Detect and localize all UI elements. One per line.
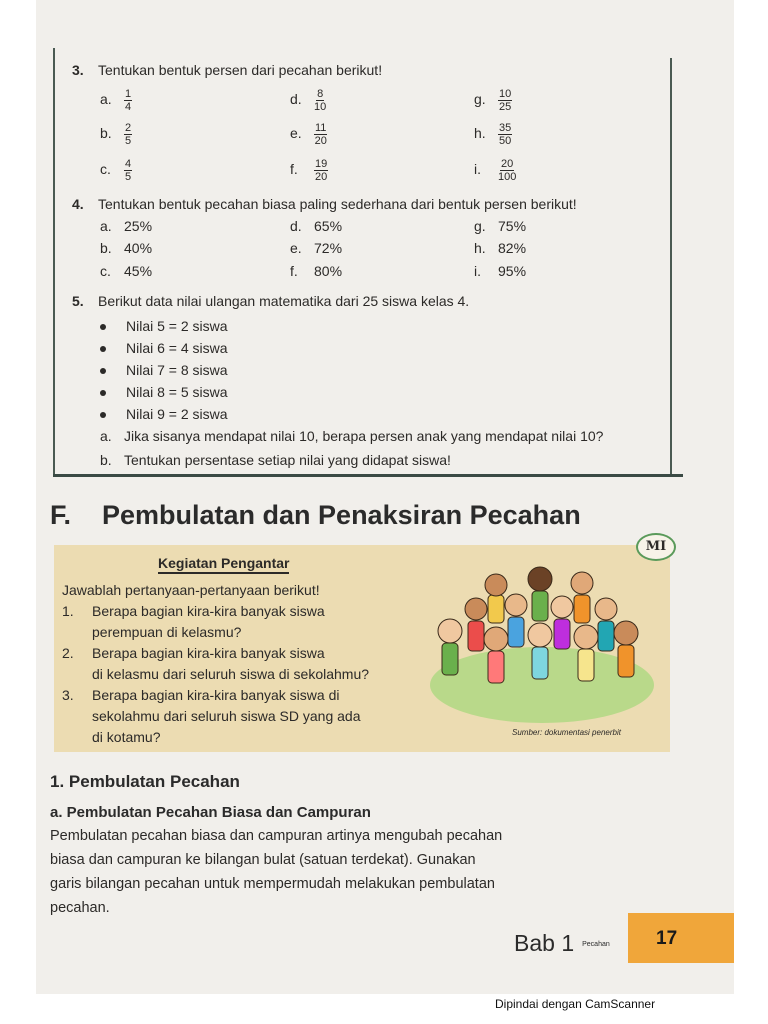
percent-item	[100, 218, 152, 234]
kegiatan-text: perempuan di kelasmu?	[92, 624, 242, 640]
bullet-text: Nilai 6 = 4 siswa	[126, 340, 228, 356]
kegiatan-line	[62, 603, 325, 619]
percent-item	[100, 263, 152, 279]
bullet-dot-icon	[100, 412, 106, 418]
fraction	[498, 158, 516, 183]
question-5-title	[72, 293, 469, 309]
kegiatan-num: 1.	[62, 603, 74, 619]
kegiatan-line	[62, 687, 339, 703]
sub-question-a	[100, 428, 603, 444]
sub-text: Jika sisanya mendapat nilai 10, berapa persen anak yang mendapat nilai 10?	[124, 428, 604, 444]
denominator: 20	[315, 171, 328, 183]
numerator: 10	[499, 88, 512, 100]
kegiatan-num: 3.	[62, 687, 74, 703]
percent-value: 45%	[124, 263, 153, 279]
bullet-dot-icon	[100, 390, 106, 396]
paragraph-line: garis bilangan pecahan untuk mempermudah melakukan pembulatan	[50, 876, 495, 892]
fraction-item	[290, 88, 326, 113]
bullet-dot-icon	[100, 368, 106, 374]
numerator: 19	[315, 158, 328, 170]
item-label: a.	[100, 91, 112, 108]
paragraph-line: Pembulatan pecahan biasa dan campuran artinya mengubah pecahan	[50, 828, 503, 844]
item-label: i.	[474, 161, 481, 178]
item-label: e.	[290, 125, 302, 142]
kegiatan-num: 2.	[62, 645, 74, 661]
numerator: 1	[125, 88, 132, 100]
item-label: g.	[474, 91, 486, 108]
sub-text: Tentukan persentase setiap nilai yang didapat siswa!	[124, 452, 451, 468]
percent-item	[474, 263, 526, 279]
numerator: 35	[499, 122, 512, 134]
kegiatan-text: di kelasmu dari seluruh siswa di sekolahmu?	[92, 666, 370, 682]
bullet-text: Nilai 5 = 2 siswa	[126, 318, 228, 334]
question-text: Berikut data nilai ulangan matematika dari 25 siswa kelas 4.	[98, 293, 470, 309]
denominator: 5	[125, 135, 132, 147]
item-label: f.	[290, 161, 298, 178]
bullet-dot-icon	[100, 346, 106, 352]
percent-value: 72%	[314, 240, 343, 256]
fraction	[314, 88, 326, 113]
bullet-item	[100, 384, 228, 400]
question-text: Tentukan bentuk persen dari pecahan berikut!	[98, 62, 383, 78]
fraction	[498, 88, 512, 113]
question-3-title	[72, 62, 382, 78]
frame-bottom-border	[53, 474, 683, 477]
sub-question-b	[100, 452, 451, 468]
fraction	[314, 158, 328, 183]
kegiatan-line	[62, 708, 360, 724]
item-label: c.	[100, 263, 111, 279]
page-number: 17	[656, 928, 678, 949]
item-label: h.	[474, 240, 486, 256]
item-label: d.	[290, 91, 302, 108]
kegiatan-line	[62, 729, 160, 745]
percent-value: 65%	[314, 218, 343, 234]
fraction-item	[290, 122, 327, 147]
bullet-item	[100, 362, 228, 378]
fraction-item	[474, 158, 516, 183]
denominator: 10	[314, 101, 327, 113]
fraction	[124, 88, 132, 113]
question-number: 3.	[72, 62, 84, 78]
percent-item	[100, 240, 152, 256]
bullet-text: Nilai 9 = 2 siswa	[126, 406, 228, 422]
item-label: g.	[474, 218, 486, 234]
denominator: 20	[314, 135, 327, 147]
item-label: e.	[290, 240, 302, 256]
denominator: 100	[498, 171, 517, 183]
kegiatan-line	[62, 645, 325, 661]
section-title	[50, 500, 581, 531]
section-letter: F.	[50, 500, 72, 530]
numerator: 4	[125, 158, 132, 170]
fraction-item	[100, 158, 132, 183]
percent-value: 80%	[314, 263, 343, 279]
percent-value: 82%	[498, 240, 527, 256]
percent-item	[290, 218, 342, 234]
fraction	[124, 158, 132, 183]
item-label: c.	[100, 161, 111, 178]
percent-value: 40%	[124, 240, 153, 256]
sub-label: b.	[100, 452, 112, 468]
item-label: d.	[290, 218, 302, 234]
fraction-item	[100, 88, 132, 113]
percent-value: 25%	[124, 218, 153, 234]
paragraph-line: pecahan.	[50, 900, 110, 916]
item-label: b.	[100, 125, 112, 142]
kegiatan-text: di kotamu?	[92, 729, 161, 745]
bullet-dot-icon	[100, 324, 106, 330]
bullet-item	[100, 406, 228, 422]
frame-right-border	[670, 58, 672, 476]
denominator: 25	[499, 101, 512, 113]
fraction-item	[100, 122, 132, 147]
kegiatan-text: Berapa bagian kira-kira banyak siswa	[92, 645, 325, 661]
kegiatan-text: sekolahmu dari seluruh siswa SD yang ada	[92, 708, 361, 724]
fraction-item	[290, 158, 328, 183]
numerator: 2	[125, 122, 132, 134]
page-number-box	[628, 913, 734, 963]
footer-chapter	[514, 930, 610, 957]
kegiatan-intro: Jawablah pertanyaan-pertanyaan berikut!	[62, 582, 320, 598]
item-label: b.	[100, 240, 112, 256]
item-label: a.	[100, 218, 112, 234]
bullet-item	[100, 318, 228, 334]
paragraph-line: biasa dan campuran ke bilangan bulat (satuan terdekat). Gunakan	[50, 852, 476, 868]
subheading-1a: a. Pembulatan Pecahan Biasa dan Campuran	[50, 804, 371, 821]
item-label: h.	[474, 125, 486, 142]
fraction	[124, 122, 132, 147]
percent-item	[474, 218, 526, 234]
percent-value: 75%	[498, 218, 527, 234]
question-number: 4.	[72, 196, 84, 212]
kegiatan-text: Berapa bagian kira-kira banyak siswa	[92, 603, 325, 619]
fraction	[498, 122, 512, 147]
percent-item	[290, 263, 342, 279]
bullet-text: Nilai 7 = 8 siswa	[126, 362, 228, 378]
question-text: Tentukan bentuk pecahan biasa paling sederhana dari bentuk persen berikut!	[98, 196, 577, 212]
frame-left-border	[53, 48, 55, 476]
denominator: 4	[125, 101, 132, 113]
percent-item	[290, 240, 342, 256]
percent-value: 95%	[498, 263, 527, 279]
section-heading: Pembulatan dan Penaksiran Pecahan	[102, 500, 581, 530]
item-label: i.	[474, 263, 481, 279]
bullet-item	[100, 340, 228, 356]
mi-badge: MI	[636, 533, 676, 561]
fraction-item	[474, 122, 512, 147]
percent-item	[474, 240, 526, 256]
kegiatan-title: Kegiatan Pengantar	[158, 555, 289, 574]
chapter-number: Bab 1	[514, 930, 575, 956]
bullet-text: Nilai 8 = 5 siswa	[126, 384, 228, 400]
numerator: 8	[317, 88, 324, 100]
denominator: 5	[125, 171, 132, 183]
kegiatan-line	[62, 666, 369, 682]
question-4-title	[72, 196, 577, 212]
kegiatan-line	[62, 624, 241, 640]
fraction	[314, 122, 327, 147]
item-label: f.	[290, 263, 298, 279]
denominator: 50	[499, 135, 512, 147]
fraction-item	[474, 88, 512, 113]
sub-label: a.	[100, 428, 112, 444]
chapter-name: Pecahan	[582, 941, 610, 949]
question-number: 5.	[72, 293, 84, 309]
kegiatan-text: Berapa bagian kira-kira banyak siswa di	[92, 687, 340, 703]
numerator: 20	[501, 158, 514, 170]
scanner-watermark: Dipindai dengan CamScanner	[495, 997, 656, 1011]
image-credit: Sumber: dokumentasi penerbit	[512, 728, 621, 737]
numerator: 11	[315, 122, 327, 134]
book-page	[36, 0, 734, 994]
subheading-1: 1. Pembulatan Pecahan	[50, 772, 240, 791]
children-illustration	[428, 555, 656, 725]
